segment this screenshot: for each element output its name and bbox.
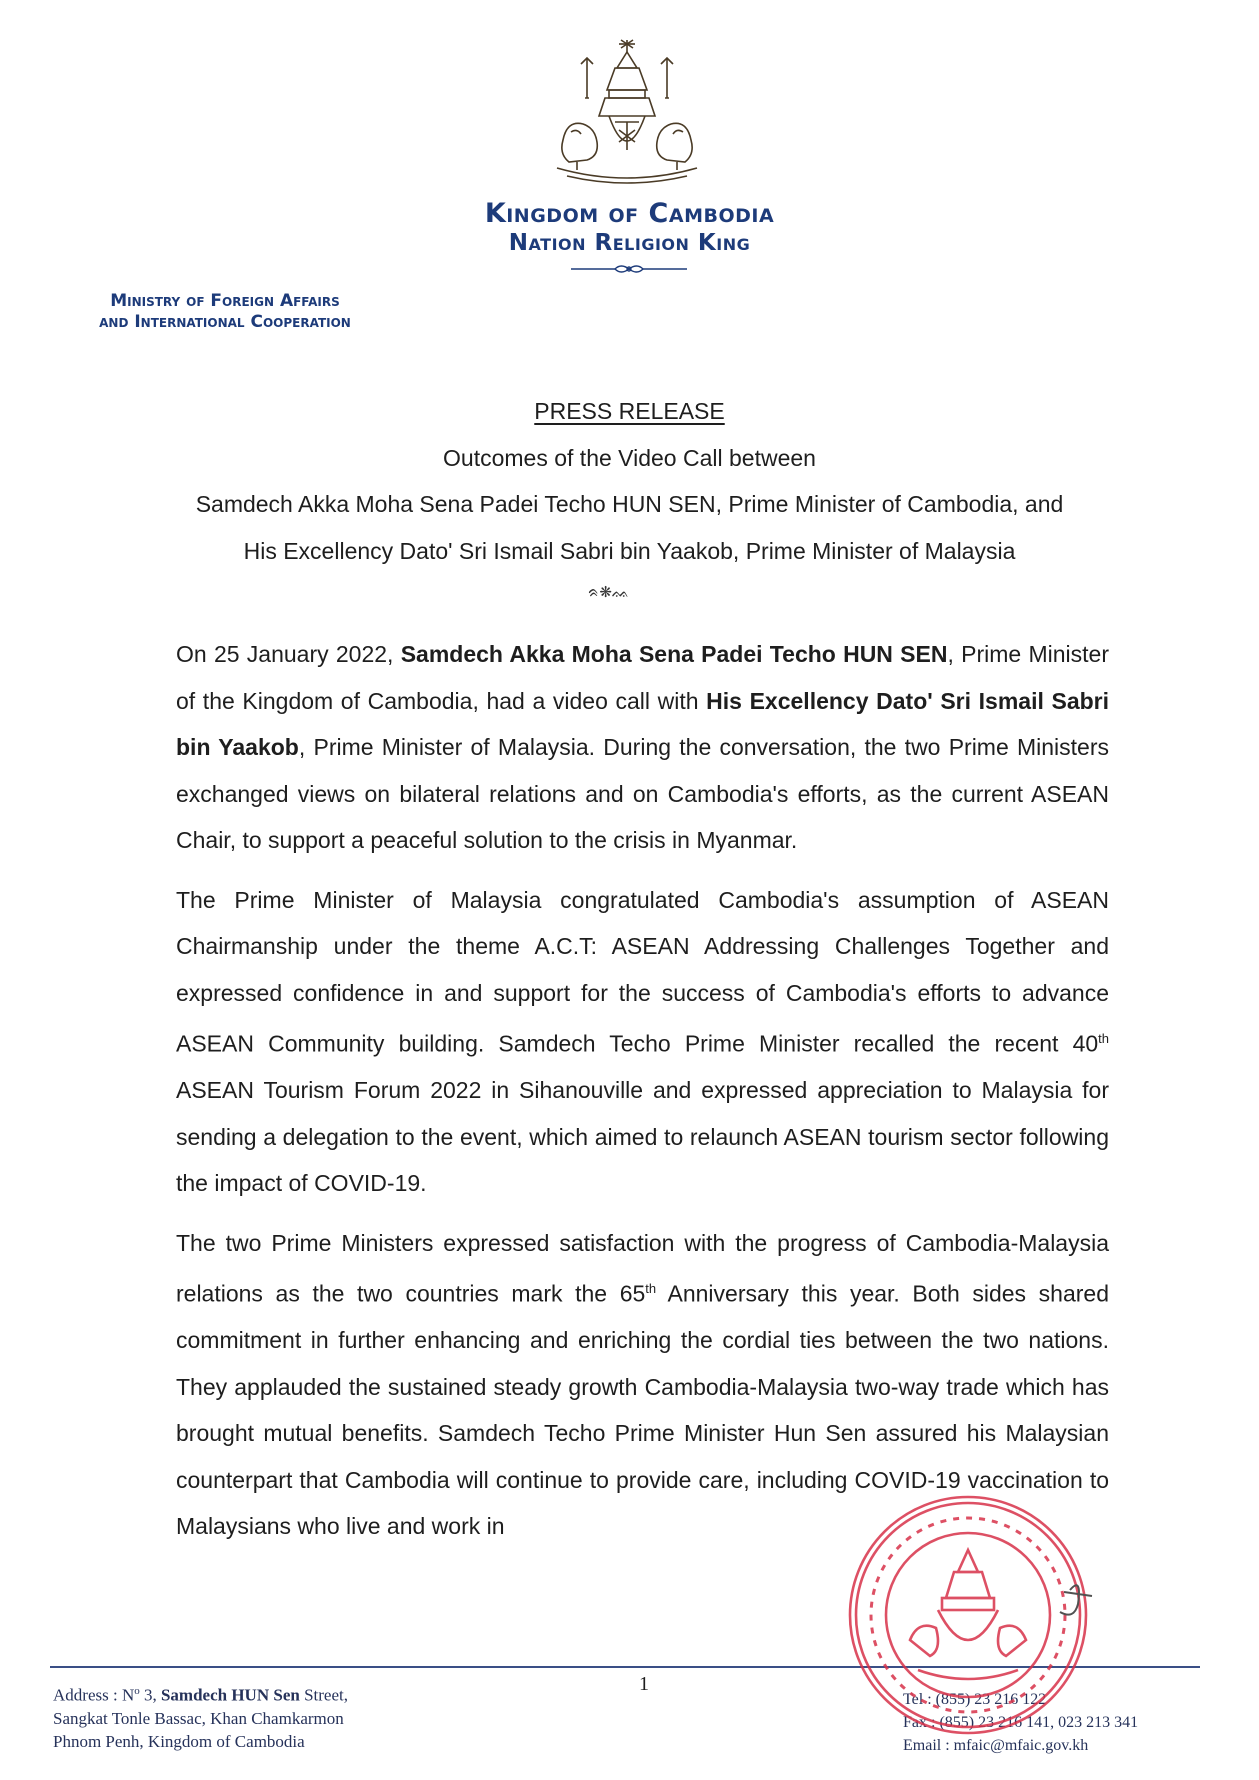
ismail-sabri-name: His Excellency Dato' Sri Ismail Sabri bin Yaakob xyxy=(176,687,1109,760)
title-ornament: ᨑ❋ᨐ xyxy=(588,583,630,601)
email: Email : mfaic@mfaic.gov.kh xyxy=(903,1737,1089,1754)
fax: Fax : (855) 23 216 141, 023 213 341 xyxy=(903,1714,1139,1731)
ministry-line-1: Ministry of Foreign Affairs xyxy=(110,291,340,311)
ministry-address: Address : $N^o$ 3, Samdech HUN Sen Street, Sangkat Tonle Bassac, Khan Chamkarmon Phnom Penh, Kingdom of Cambodia xyxy=(53,1685,348,1751)
press-release-heading: PRESS RELEASE xyxy=(534,398,725,424)
motto-ornament-divider xyxy=(569,262,689,276)
release-title-line-1: Outcomes of the Video Call between xyxy=(443,445,816,471)
press-release-body xyxy=(176,631,1109,1563)
country-name: Kingdom of Cambodia xyxy=(484,198,775,229)
body-paragraph-3: The two Prime Ministers expressed satisfaction with the progress of Cambodia-Malaysia relations as the two countries mark the 65th Anniversary this year. Both sides shared commitment in further enhancing and enriching the cordial ties between the two nations. They applauded the sustained steady growth Cambodia-Malaysia two-way trade which has brought mutual benefits. Samdech Techo Prime Minister Hun Sen assured his Malaysian counterpart that Cambodia will continue to provide care, including COVID-19 vaccination to Malaysians who live and work in xyxy=(176,1229,1109,1540)
release-title-line-3: His Excellency Dato' Sri Ismail Sabri bin Yaakob, Prime Minister of Malaysia xyxy=(243,538,1016,564)
royal-coat-of-arms-emblem xyxy=(547,38,707,188)
release-title-line-2: Samdech Akka Moha Sena Padei Techo HUN SEN, Prime Minister of Cambodia, and xyxy=(195,491,1064,517)
telephone: Tel : (855) 23 216 122 xyxy=(903,1691,1047,1708)
national-motto: Nation Religion King xyxy=(508,230,751,256)
ministry-name xyxy=(40,291,410,333)
hun-sen-name: Samdech Akka Moha Sena Padei Techo HUN SEN xyxy=(400,641,948,667)
official-red-seal-stamp xyxy=(838,1480,1108,1750)
body-paragraph-2: The Prime Minister of Malaysia congratulated Cambodia's assumption of ASEAN Chairmanship under the theme A.C.T: ASEAN Addressing Challenges Together and expressed confidence in and support for the success of Cambodia's efforts to advance ASEAN Community building. Samdech Techo Prime Minister recalled the recent 40th ASEAN Tourism Forum 2022 in Sihanouville and expressed appreciation to Malaysia for sending a delegation to the event, which aimed to relaunch ASEAN tourism sector following the impact of COVID-19. xyxy=(176,886,1109,1197)
ministry-line-2: and International Cooperation xyxy=(99,312,351,332)
page-number: 1 xyxy=(639,1673,649,1695)
body-paragraph-1: On 25 January 2022, Samdech Akka Moha Sena Padei Techo HUN SEN, Prime Minister of the Kingdom of Cambodia, had a video call with His Excellency Dato' Sri Ismail Sabri bin Yaakob, Prime Minister of Malaysia. During the conversation, the two Prime Ministers exchanged views on bilateral relations and on Cambodia's efforts, as the current ASEAN Chair, to support a peaceful solution to the crisis in Myanmar. xyxy=(176,641,1109,853)
